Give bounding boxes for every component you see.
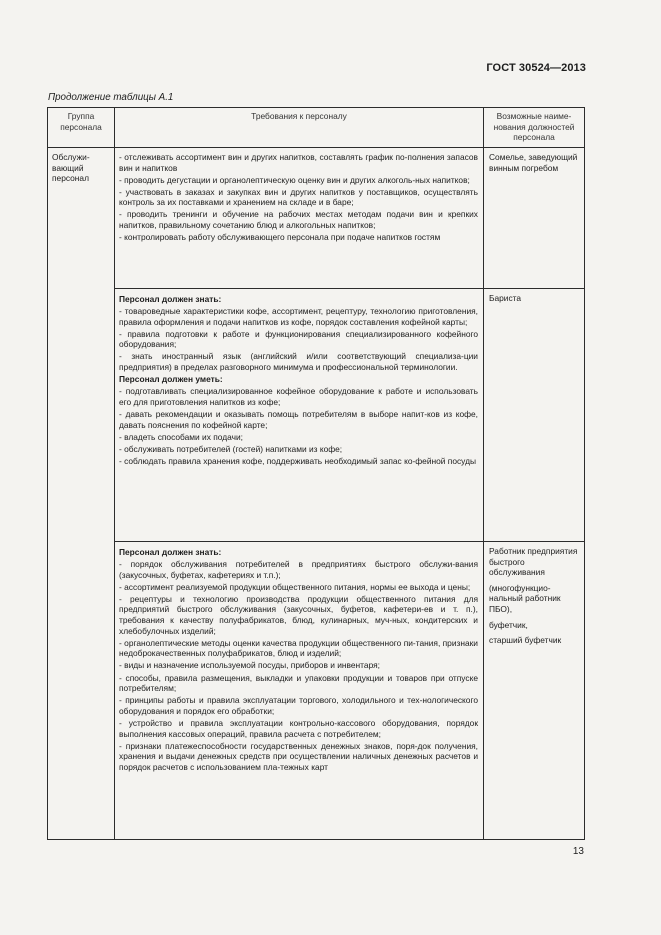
page-number: 13 <box>572 846 584 857</box>
requirement-item: - виды и назначение используемой посуды, приборов и инвентаря; <box>119 660 380 671</box>
requirement-heading: Персонал должен знать: <box>119 547 222 557</box>
table-row <box>48 148 585 289</box>
header-requirements: Требования к персоналу <box>115 108 484 148</box>
requirement-item: - принципы работы и правила эксплуатации торгового, холодильного и тех-нологического оборудования и порядок его обработки; <box>119 695 478 716</box>
positions-cell <box>484 289 585 542</box>
standard-code: ГОСТ 30524—2013 <box>486 62 586 74</box>
requirement-item: - подготавливать специализированное кофейное оборудование к работе и использовать его для приготовления напитков из кофе; <box>119 386 478 407</box>
table-row <box>48 542 585 840</box>
requirement-item: - правила подготовки к работе и функционирования специализированного кофейного оборудования; <box>119 328 478 350</box>
requirement-heading: Персонал должен знать: <box>119 294 222 304</box>
position-item: старший буфетчик <box>489 635 562 646</box>
table-row <box>48 289 585 542</box>
requirement-item: - знать иностранный язык (английский и/или соответствующий специализа-ции предприятия) в пределах разговорного минимума и профессиональной терминологии. <box>119 351 478 373</box>
positions-cell <box>484 148 585 289</box>
requirement-item: - владеть способами их подачи; <box>119 431 243 442</box>
position-item: Работник предприятия быстрого обслуживания <box>489 546 578 578</box>
requirement-item: - давать рекомендации и оказывать помощь потребителям в выборе напит-ков из кофе, давать пояснения по кофейной карте; <box>119 408 478 430</box>
requirement-item: - проводить дегустации и органолептическую оценку вин и других алкоголь-ных напитков; <box>119 174 470 185</box>
requirement-item: - рецептуры и технологию производства продукции общественного питания для предприятий быстрого обслуживания (закусочных, буфетов, кафетери-ев и т. п.), требования к качеству полуфабрикатов, блюд, кулинарных, муч-ных, кондитерских и хлебобулочных изделий; <box>119 593 478 636</box>
group-cell: Обслужи-вающий персонал <box>48 148 115 840</box>
position-item: Сомелье, заведующий винным погребом <box>489 152 578 173</box>
positions-cell <box>484 542 585 840</box>
requirements-table <box>47 107 585 840</box>
requirement-item: - соблюдать правила хранения кофе, поддерживать необходимый запас ко-фейной посуды <box>119 455 476 466</box>
requirement-item: - способы, правила размещения, выкладки и упаковки продукции и товаров при отпуске потребителям; <box>119 672 478 694</box>
requirement-item: - отслеживать ассортимент вин и других напитков, составлять график по-полнения запасов вин и напитков <box>119 152 478 173</box>
requirement-item: - ассортимент реализуемой продукции общественного питания, нормы ее выхода и цены; <box>119 581 471 592</box>
requirement-item: - органолептические методы оценки качества продукции общественного пи-тания, признаки недоброкачественных полуфабрикатов, блюд и изделий; <box>119 637 478 659</box>
requirement-item: - проводить тренинги и обучение на рабочих местах методам подачи вин и крепких напитков, правильному сочетанию блюд и алкогольных напитков; <box>119 209 478 231</box>
header-positions: Возможные наиме-нования должностей персонала <box>484 108 585 148</box>
requirement-item: - признаки платежеспособности государственных денежных знаков, поря-док получения, хранения и выдачи денежных средств при осуществлении наличных денежных расчетов и порядок расчетов с использованием пла-тежных карт <box>119 740 478 772</box>
header-group: Группа персонала <box>48 108 115 148</box>
requirement-item: - устройство и правила эксплуатации контрольно-кассового оборудования, порядок выполнения кассовых операций, правила расчета с потребителем; <box>119 717 478 739</box>
requirement-item: - порядок обслуживания потребителей в предприятиях быстрого обслужи-вания (закусочных, буфетах, кафетериях и т.п.); <box>119 559 478 580</box>
requirement-heading: Персонал должен уметь: <box>119 374 223 385</box>
table-caption: Продолжение таблицы А.1 <box>48 92 174 103</box>
table-header-row <box>48 108 585 148</box>
requirement-item: - контролировать работу обслуживающего персонала при подаче напитков гостям <box>119 232 441 243</box>
position-item: (многофункцио-нальный работник ПБО), <box>489 582 561 614</box>
requirements-cell <box>115 148 484 289</box>
requirement-item: - товароведные характеристики кофе, ассортимент, рецептуру, технологию приготовления, правила оформления и подачи напитков из кофе, порядок составления кофейной карты; <box>119 306 478 327</box>
position-item: буфетчик, <box>489 619 528 630</box>
requirement-item: - обслуживать потребителей (гостей) напитками из кофе; <box>119 443 343 454</box>
requirements-cell <box>115 289 484 542</box>
requirements-cell <box>115 542 484 840</box>
requirement-item: - участвовать в заказах и закупках вин и других напитков у поставщиков, осуществлять контроль за их поставками и хранением на складе и в баре; <box>119 186 478 208</box>
position-item: Бариста <box>489 293 522 303</box>
